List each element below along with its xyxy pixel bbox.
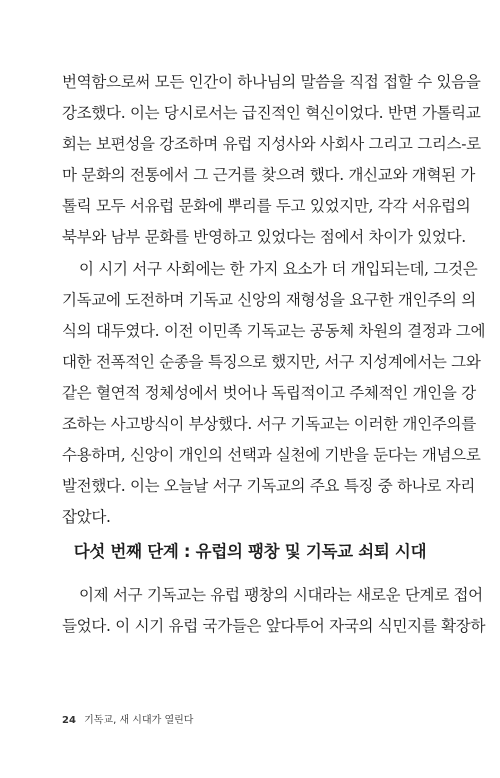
- text-line: 식의 대두였다. 이전 이민족 기독교는 공동체 차원의 결정과 그에: [62, 321, 486, 340]
- text-line: 강조했다. 이는 당시로서는 급진적인 혁신이었다. 반면 가톨릭교: [62, 104, 481, 123]
- page-footer: [62, 711, 193, 726]
- text-line: 발전했다. 이는 오늘날 서구 기독교의 주요 특징 중 하나로 자리: [62, 477, 476, 496]
- text-line: 이 시기 서구 사회에는 한 가지 요소가 더 개입되는데, 그것은: [79, 259, 478, 278]
- text-line: 기독교에 도전하며 기독교 신앙의 재형성을 요구한 개인주의 의: [62, 290, 476, 309]
- book-title: 기독교, 새 시대가 열린다: [84, 715, 194, 726]
- section-heading: 다섯 번째 단계 : 유럽의 팽창 및 기독교 쇠퇴 시대: [73, 542, 427, 561]
- text-line: 같은 혈연적 정체성에서 벗어나 독립적이고 주체적인 개인을 강: [62, 383, 476, 402]
- text-line: 대한 전폭적인 순종을 특징으로 했지만, 서구 지성계에서는 그와: [62, 352, 481, 371]
- text-line: 톨릭 모두 서유럽 문화에 뿌리를 두고 있었지만, 각각 서유럽의: [62, 197, 471, 216]
- text-line: 마 문화의 전통에서 그 근거를 찾으려 했다. 개신교와 개혁된 가: [62, 166, 476, 185]
- text-line: 회는 보편성을 강조하며 유럽 지성사와 사회사 그리고 그리스-로: [62, 135, 481, 154]
- text-line: 조하는 사고방식이 부상했다. 서구 기독교는 이러한 개인주의를: [62, 415, 476, 434]
- text-line: 이제 서구 기독교는 유럽 팽창의 시대라는 새로운 단계로 접어: [79, 586, 483, 604]
- page-number: 24: [62, 715, 76, 726]
- body-text-top: [62, 67, 486, 533]
- text-line: 북부와 남부 문화를 반영하고 있었다는 점에서 차이가 있었다.: [62, 228, 466, 247]
- text-line: 번역함으로써 모든 인간이 하나님의 말씀을 직접 접할 수 있음을: [62, 73, 481, 91]
- text-line: 들었다. 이 시기 유럽 국가들은 앞다투어 자국의 식민지를 확장하: [62, 617, 486, 635]
- text-line: 잡았다.: [62, 508, 111, 527]
- text-line: 수용하며, 신앙이 개인의 선택과 실천에 기반을 둔다는 개념으로: [62, 446, 481, 465]
- body-text-bottom: [62, 580, 486, 642]
